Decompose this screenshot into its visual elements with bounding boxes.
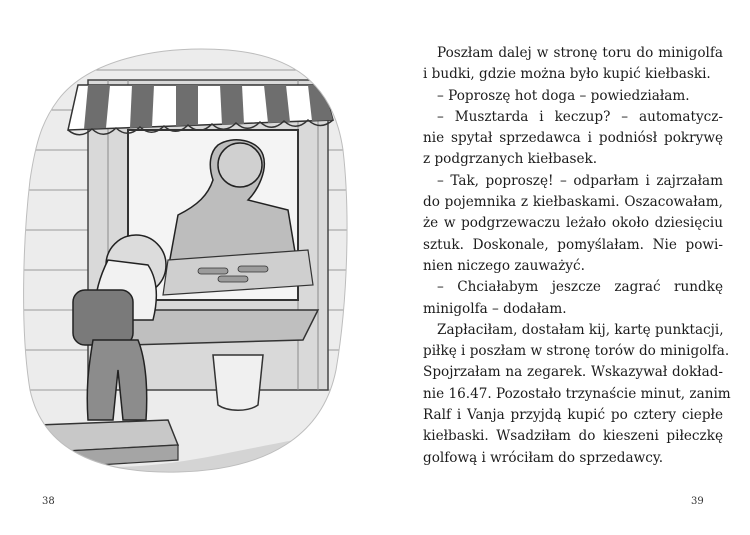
page-number-left: 38	[42, 496, 55, 507]
text-line: z podgrzanych kiełbasek.	[423, 151, 598, 168]
text-line: nie spytał sprzedawca i podniósł pokrywę	[423, 130, 723, 147]
text-line: kiełbaski. Wsadziłam do kieszeni piłeczkę	[423, 428, 723, 445]
text-line: – Chciałabym jeszcze zagrać rundkę	[437, 279, 723, 296]
text-line: Zapłaciłam, dostałam kij, kartę punktacji,	[437, 321, 724, 338]
text-line: golfową i wróciłam do sprzedawcy.	[423, 449, 664, 466]
text-line: Poszłam dalej w stronę toru do minigolfa	[437, 45, 723, 61]
text-line: – Tak, poproszę! – odparłam i zajrzałam	[437, 172, 723, 189]
right-page	[375, 0, 750, 535]
text-line: – Musztarda i keczup? – automatycz-	[437, 108, 723, 125]
text-line: sztuk. Doskonale, pomyślałam. Nie powi-	[423, 236, 723, 253]
body-text	[423, 43, 731, 469]
text-line: Spojrzałam na zegarek. Wskazywał dokład-	[423, 364, 723, 381]
text-line: i budki, gdzie można było kupić kiełbaski.	[423, 66, 711, 83]
kiosk-illustration	[18, 40, 350, 476]
text-line: że w podgrzewaczu leżało około dziesięciu	[423, 215, 723, 232]
text-line: minigolfa – dodałam.	[423, 300, 567, 317]
text-line: piłkę i poszłam w stronę torów do minigolfa.	[423, 343, 730, 360]
text-line: Ralf i Vanja przyjdą kupić po cztery ciepłe	[423, 407, 723, 424]
text-line: nien niczego zauważyć.	[423, 257, 585, 274]
text-line: nie 16.47. Pozostało trzynaście minut, zanim	[423, 385, 731, 402]
text-line: – Poproszę hot doga – powiedziałam.	[437, 87, 690, 104]
text-line: do pojemnika z kiełbaskami. Oszacowałam,	[423, 194, 723, 211]
page-number-right: 39	[691, 496, 704, 507]
